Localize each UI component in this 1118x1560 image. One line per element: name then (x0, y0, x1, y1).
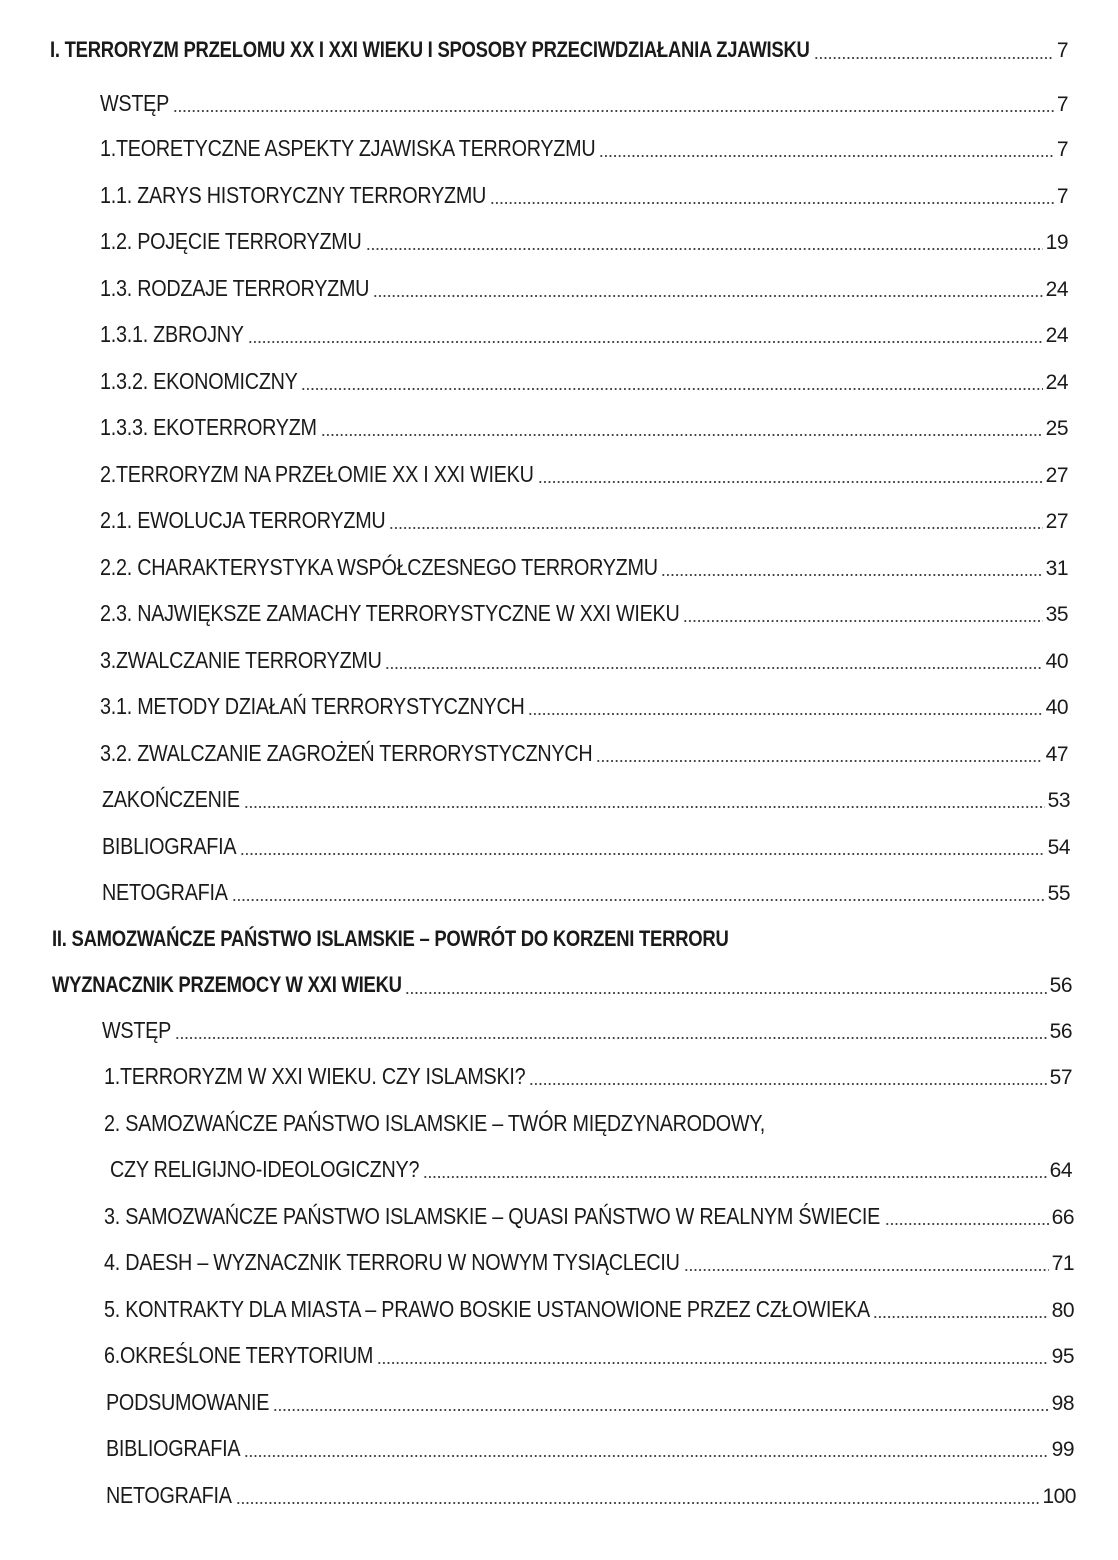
toc-entry (104, 1106, 1072, 1140)
dot-leader (389, 527, 1042, 529)
dot-leader (596, 760, 1043, 762)
toc-entry-title: 2.1. EWOLUCJA TERRORYZMU (100, 507, 386, 533)
toc-entry-page: 35 (1045, 603, 1068, 626)
dot-leader (661, 574, 1042, 576)
toc-entry-page: 7 (1056, 185, 1068, 208)
toc-entry-title: WSTĘP (100, 90, 170, 116)
toc-entry-title: NETOGRAFIA (106, 1482, 232, 1508)
dot-leader (405, 992, 1046, 994)
toc-entry (100, 410, 1068, 444)
toc-entry-page: 24 (1045, 278, 1068, 301)
toc-entry-title: 1.TEORETYCZNE ASPEKTY ZJAWISKA TERRORYZMU (100, 135, 596, 161)
dot-leader (321, 434, 1043, 436)
toc-entry (102, 829, 1070, 863)
toc-entry-title: 2.3. NAJWIĘKSZE ZAMACHY TERRORYSTYCZNE W XXI WIEKU (100, 600, 680, 626)
toc-entry-page: 56 (1049, 1020, 1072, 1043)
toc-entry-title: 1.3. RODZAJE TERRORYZMU (100, 275, 370, 301)
toc-entry-title: BIBLIOGRAFIA (106, 1435, 241, 1461)
toc-entry-title: II. SAMOZWAŃCZE PAŃSTWO ISLAMSKIE – POWRÓT DO KORZENI TERRORU (52, 926, 729, 951)
toc-entry-page: 56 (1049, 974, 1072, 997)
toc-entry-part-1 (50, 33, 1068, 67)
dot-leader (236, 1502, 1040, 1504)
dot-leader (528, 713, 1043, 715)
toc-entry-page: 7 (1056, 93, 1068, 116)
toc-entry-page: 54 (1047, 836, 1070, 859)
toc-entry-page: 100 (1042, 1485, 1076, 1508)
toc-entry (102, 875, 1070, 909)
toc-entry-page: 40 (1045, 696, 1068, 719)
toc-entry-page: 99 (1051, 1438, 1074, 1461)
toc-entry-title: BIBLIOGRAFIA (102, 833, 237, 859)
toc-entry (104, 1245, 1074, 1279)
toc-entry-title: 1.3.2. EKONOMICZNY (100, 368, 298, 394)
toc-entry-page: 95 (1051, 1345, 1074, 1368)
toc-entry (104, 1199, 1074, 1233)
toc-entry (104, 1292, 1074, 1326)
toc-entry (100, 317, 1068, 351)
toc-entry-title: WSTĘP (102, 1017, 172, 1043)
dot-leader (273, 1409, 1049, 1411)
toc-entry-title: PODSUMOWANIE (106, 1389, 270, 1415)
toc-entry (100, 457, 1068, 491)
toc-entry (100, 503, 1068, 537)
dot-leader (240, 853, 1044, 855)
dot-leader (683, 620, 1042, 622)
toc-entry-title: 1.2. POJĘCIE TERRORYZMU (100, 228, 362, 254)
toc-entry-page: 98 (1051, 1392, 1074, 1415)
toc-entry-title: 3.2. ZWALCZANIE ZAGROŻEŃ TERRORYSTYCZNYCH (100, 740, 593, 766)
toc-entry-title: 5. KONTRAKTY DLA MIASTA – PRAWO BOSKIE USTANOWIONE PRZEZ CZŁOWIEKA (104, 1296, 870, 1322)
toc-entry (106, 1385, 1074, 1419)
toc-entry-page: 7 (1056, 138, 1068, 161)
toc-entry (100, 364, 1068, 398)
dot-leader (599, 155, 1053, 157)
toc-entry (102, 782, 1070, 816)
toc-entry (104, 1338, 1074, 1372)
toc-entry (100, 178, 1068, 212)
toc-entry (100, 689, 1068, 723)
toc-entry-title: I. TERRORYZM PRZELOMU XX I XXI WIEKU I SPOSOBY PRZECIWDZIAŁANIA ZJAWISKU (50, 37, 810, 62)
toc-entry (106, 1431, 1074, 1465)
toc-entry-page: 80 (1051, 1299, 1074, 1322)
dot-leader (873, 1316, 1048, 1318)
toc-entry-title: 3. SAMOZWAŃCZE PAŃSTWO ISLAMSKIE – QUASI PAŃSTWO W REALNYM ŚWIECIE (104, 1203, 881, 1229)
toc-entry-title: 6.OKREŚLONE TERYTORIUM (104, 1342, 374, 1368)
toc-entry (100, 643, 1068, 677)
toc-entry-page: 31 (1045, 557, 1068, 580)
toc-entry (104, 1059, 1072, 1093)
toc-entry-page: 7 (1056, 39, 1068, 62)
dot-leader (373, 295, 1042, 297)
toc-entry-title: 1.TERRORYZM W XXI WIEKU. CZY ISLAMSKI? (104, 1063, 526, 1089)
dot-leader (684, 1269, 1049, 1271)
toc-entry (100, 224, 1068, 258)
dot-leader (490, 202, 1054, 204)
toc-entry-title: 2.TERRORYZM NA PRZEŁOMIE XX I XXI WIEKU (100, 461, 534, 487)
toc-entry-wstep (100, 86, 1068, 120)
dot-leader (814, 57, 1054, 59)
toc-entry-part-2 (52, 922, 1070, 956)
toc-entry-title: 3.ZWALCZANIE TERRORYZMU (100, 647, 382, 673)
toc-entry-page: 53 (1047, 789, 1070, 812)
toc-entry-page: 27 (1045, 464, 1068, 487)
toc-entry-title: 1.3.3. EKOTERRORYZM (100, 414, 317, 440)
toc-entry (100, 131, 1068, 165)
toc-entry (102, 1013, 1072, 1047)
toc-entry-page: 71 (1051, 1252, 1074, 1275)
dot-leader (529, 1083, 1046, 1085)
toc-entry-page: 57 (1049, 1066, 1072, 1089)
toc-entry-page: 47 (1045, 743, 1068, 766)
toc-entry (100, 271, 1068, 305)
toc-entry-part-2-cont (52, 968, 1072, 1002)
dot-leader (244, 806, 1045, 808)
toc-entry-page: 25 (1045, 417, 1068, 440)
toc-entry-title: 3.1. METODY DZIAŁAŃ TERRORYSTYCZNYCH (100, 693, 525, 719)
toc-entry-title: NETOGRAFIA (102, 879, 228, 905)
toc-entry-title: 2.2. CHARAKTERYSTYKA WSPÓŁCZESNEGO TERRORYZMU (100, 554, 658, 580)
toc-entry (100, 736, 1068, 770)
dot-leader (301, 388, 1042, 390)
toc-entry-page: 24 (1045, 324, 1068, 347)
dot-leader (232, 899, 1045, 901)
dot-leader (248, 341, 1043, 343)
dot-leader (885, 1223, 1049, 1225)
toc-entry (100, 550, 1068, 584)
dot-leader (173, 110, 1053, 112)
toc-entry-page: 27 (1045, 510, 1068, 533)
dot-leader (175, 1037, 1046, 1039)
dot-leader (377, 1362, 1049, 1364)
toc-entry (100, 596, 1068, 630)
toc-entry-page: 40 (1045, 650, 1068, 673)
toc-entry-title: WYZNACZNIK PRZEMOCY W XXI WIEKU (52, 972, 402, 997)
toc-entry-title: 1.3.1. ZBROJNY (100, 321, 244, 347)
toc-entry-title: 4. DAESH – WYZNACZNIK TERRORU W NOWYM TYSIĄCLECIU (104, 1249, 680, 1275)
dot-leader (423, 1176, 1047, 1178)
toc-entry-title: 1.1. ZARYS HISTORYCZNY TERRORYZMU (100, 182, 487, 208)
toc-entry-page: 19 (1045, 231, 1068, 254)
dot-leader (385, 667, 1042, 669)
dot-leader (366, 248, 1043, 250)
toc-entry-page: 66 (1051, 1206, 1074, 1229)
dot-leader (244, 1455, 1048, 1457)
toc-entry-title: CZY RELIGIJNO-IDEOLOGICZNY? (110, 1156, 420, 1182)
toc-entry-page: 64 (1049, 1159, 1072, 1182)
toc-entry-page: 55 (1047, 882, 1070, 905)
dot-leader (538, 481, 1043, 483)
toc-entry-title: 2. SAMOZWAŃCZE PAŃSTWO ISLAMSKIE – TWÓR MIĘDZYNARODOWY, (104, 1110, 765, 1136)
toc-entry (110, 1152, 1072, 1186)
toc-entry (106, 1478, 1076, 1512)
toc-entry-page: 24 (1045, 371, 1068, 394)
toc-entry-title: ZAKOŃCZENIE (102, 786, 240, 812)
